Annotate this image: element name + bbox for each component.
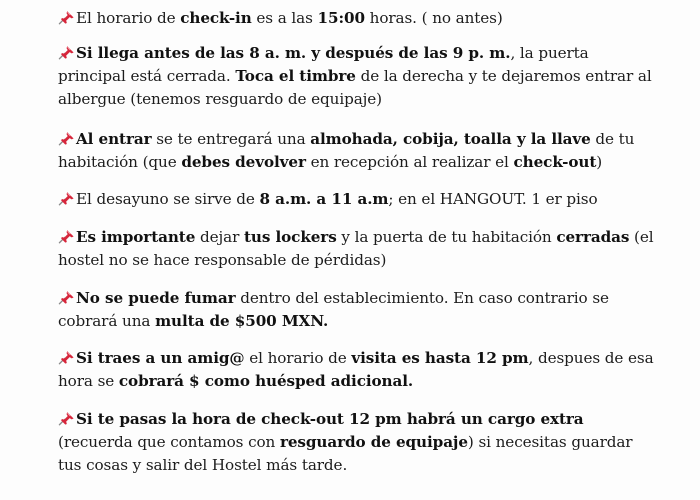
- rule-emphasis-text: check-in: [180, 9, 252, 27]
- rule-checkin-time: [58, 7, 658, 30]
- rule-text: El desayuno se sirve de: [76, 190, 260, 208]
- rule-emphasis-text: cerradas: [556, 228, 630, 246]
- rule-emphasis-text: check-out: [513, 153, 597, 171]
- rule-breakfast-hours: [58, 188, 658, 211]
- rule-text: dejar: [195, 228, 244, 246]
- rule-emphasis-text: Si llega antes de las 8 a. m. y después de las 9 p. m.: [76, 44, 511, 62]
- rule-emphasis-text: multa de $500 MXN.: [155, 312, 329, 330]
- rule-no-smoking: [58, 287, 658, 333]
- pushpin-icon: [58, 9, 75, 24]
- rule-lockers-closed: [58, 226, 658, 272]
- rule-emphasis-text: Al entrar: [76, 130, 152, 148]
- rule-text: dentro del establecimiento. En caso contrario se cobrará una: [58, 289, 609, 330]
- rule-text: se te entregará una: [151, 130, 311, 148]
- rule-emphasis-text: 8 a.m. a 11 a.m: [259, 190, 389, 208]
- rule-emphasis-text: 15:00: [317, 9, 365, 27]
- rule-text: en recepción al realizar el: [305, 153, 514, 171]
- rule-after-hours-door: [58, 42, 658, 111]
- pushpin-icon: [58, 289, 75, 304]
- rule-text: ) si necesitas guardar tus cosas y salir del Hostel más tarde.: [58, 433, 633, 474]
- rule-text: (recuerda que contamos con: [58, 433, 280, 451]
- rule-emphasis-text: No se puede fumar: [76, 289, 236, 307]
- rule-visitors: [58, 347, 658, 393]
- rule-text: horas. ( no antes): [364, 9, 503, 27]
- rule-text: el horario de: [244, 349, 352, 367]
- rule-emphasis-text: cobrará $ como huésped adicional.: [118, 372, 414, 390]
- rule-emphasis-text: Si te pasas la hora de check-out 12 pm habrá un cargo extra: [76, 410, 584, 428]
- pushpin-icon: [58, 410, 75, 425]
- rule-items-on-arrival: [58, 128, 658, 174]
- rule-text: ; en el HANGOUT. 1 er piso: [388, 190, 598, 208]
- rule-text: ): [596, 153, 603, 171]
- pushpin-icon: [58, 228, 75, 243]
- rule-text: , la puerta principal está cerrada.: [58, 44, 589, 85]
- rule-emphasis-text: debes devolver: [181, 153, 306, 171]
- rule-emphasis-text: tus lockers: [243, 228, 337, 246]
- rule-emphasis-text: resguardo de equipaje: [279, 433, 468, 451]
- pushpin-icon: [58, 349, 75, 364]
- rule-text: de tu habitación (que: [58, 130, 635, 171]
- pushpin-icon: [58, 130, 75, 145]
- rule-text: es a las: [251, 9, 318, 27]
- rule-emphasis-text: Toca el timbre: [235, 67, 356, 85]
- rule-late-checkout: [58, 408, 658, 477]
- rule-text: de la derecha y te dejaremos entrar al albergue (tenemos resguardo de equipaje): [58, 67, 652, 108]
- rule-emphasis-text: Es importante: [76, 228, 196, 246]
- pushpin-icon: [58, 190, 75, 205]
- rule-emphasis-text: almohada, cobija, toalla y la llave: [310, 130, 591, 148]
- rule-text: y la puerta de tu habitación: [336, 228, 557, 246]
- rule-text: , despues de esa hora se: [58, 349, 654, 390]
- rule-text: (el hostel no se hace responsable de pérdidas): [58, 228, 654, 269]
- rule-text: El horario de: [76, 9, 181, 27]
- rule-emphasis-text: Si traes a un amig@: [76, 349, 245, 367]
- rule-emphasis-text: visita es hasta 12 pm: [351, 349, 529, 367]
- pushpin-icon: [58, 44, 75, 59]
